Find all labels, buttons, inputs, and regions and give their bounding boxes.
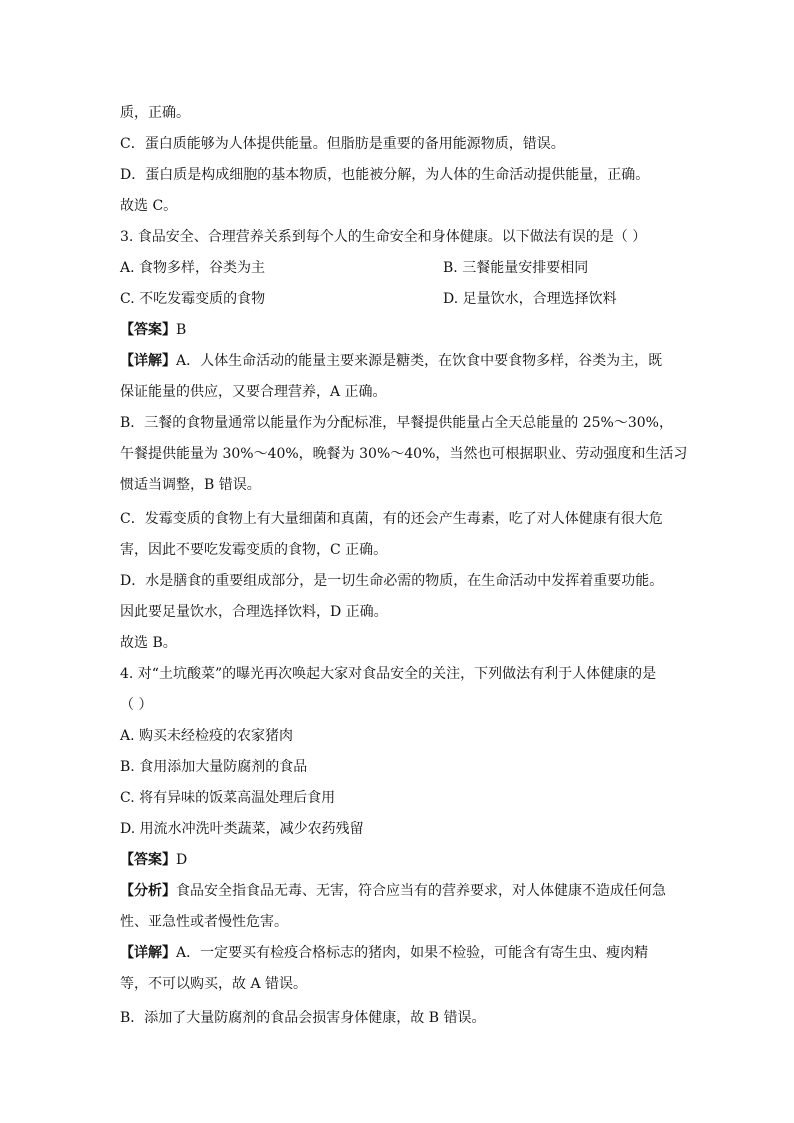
analysis-tag: 【分析】 (120, 883, 176, 899)
answer-tag: 【答案】 (120, 322, 176, 338)
question-3-detail (120, 351, 680, 371)
text-line: C．发霉变质的食物上有大量细菌和真菌，有的还会产生毒素，吃了对人体健康有很大危 (120, 511, 663, 527)
text-line: D．水是膳食的重要组成部分，是一切生命必需的物质，在生命活动中发挥着重要功能。 (120, 573, 664, 589)
question-3-option-a: A. 食物多样，谷类为主 (120, 260, 266, 276)
detail-text: A．人体生命活动的能量主要来源是糖类，在饮食中要食物多样，谷类为主，既 (176, 353, 663, 369)
text-line: 午餐提供能量为 30%～40%，晚餐为 30%～40%，当然也可根据职业、劳动强度和生活习 (120, 446, 688, 462)
detail-text: A．一定要买有检疫合格标志的猪肉，如果不检验，可能含有寄生虫、瘦肉精 (176, 945, 649, 961)
text-line: 保证能量的供应，又要合理营养，A 正确。 (120, 384, 387, 400)
question-3-option-d: D. 足量饮水，合理选择饮料 (443, 291, 617, 307)
question-4-option-d: D. 用流水冲洗叶类蔬菜，减少农药残留 (120, 821, 364, 837)
question-3-conclusion: 故选 B。 (120, 635, 177, 651)
question-4-option-c: C. 将有异味的饭菜高温处理后食用 (120, 790, 336, 806)
text-line: D．蛋白质是构成细胞的基本物质，也能被分解，为人体的生命活动提供能量，正确。 (120, 167, 650, 183)
question-4-answer (120, 850, 680, 870)
text-line: 性、亚急性或者慢性危害。 (120, 914, 288, 930)
question-3-option-b: B. 三餐能量安排要相同 (443, 260, 589, 276)
question-4-option-b: B. 食用添加大量防腐剂的食品 (120, 759, 308, 775)
text-line: 害，因此不要吃发霉变质的食物，C 正确。 (120, 542, 388, 558)
question-4-analysis (120, 881, 680, 901)
detail-tag: 【详解】 (120, 945, 176, 961)
text-line: B．三餐的食物量通常以能量作为分配标准，早餐提供能量占全天总能量的 25%～30%， (120, 415, 673, 431)
question-4-detail (120, 943, 680, 963)
text-line: 因此要足量饮水，合理选择饮料，D 正确。 (120, 604, 388, 620)
text-line: C．蛋白质能够为人体提供能量。但脂肪是重要的备用能源物质，错误。 (120, 136, 565, 152)
answer-value: D (176, 852, 188, 868)
text-line: 故选 C。 (120, 198, 178, 214)
text-line: 惯适当调整，B 错误。 (120, 477, 261, 493)
question-3-stem: 3. 食品安全、合理营养关系到每个人的生命安全和身体健康。以下做法有误的是（ ） (120, 229, 647, 245)
question-4-option-a: A. 购买未经检疫的农家猪肉 (120, 728, 294, 744)
text-line: 等，不可以购买，故 A 错误。 (120, 976, 308, 992)
question-4-paren: （ ） (120, 697, 153, 713)
answer-tag: 【答案】 (120, 852, 176, 868)
answer-value: B (176, 322, 187, 338)
detail-tag: 【详解】 (120, 353, 176, 369)
text-line: 质，正确。 (120, 105, 190, 121)
text-line: B．添加了大量防腐剂的食品会损害身体健康，故 B 错误。 (120, 1010, 486, 1026)
question-4-stem: 4. 对“土坑酸菜”的曝光再次唤起大家对食品安全的关注，下列做法有利于人体健康的是 (120, 666, 657, 682)
question-3-option-c: C. 不吃发霉变质的食物 (120, 291, 266, 307)
question-3-answer (120, 320, 680, 340)
analysis-text: 食品安全指食品无毒、无害，符合应当有的营养要求，对人体健康不造成任何急 (176, 883, 666, 899)
